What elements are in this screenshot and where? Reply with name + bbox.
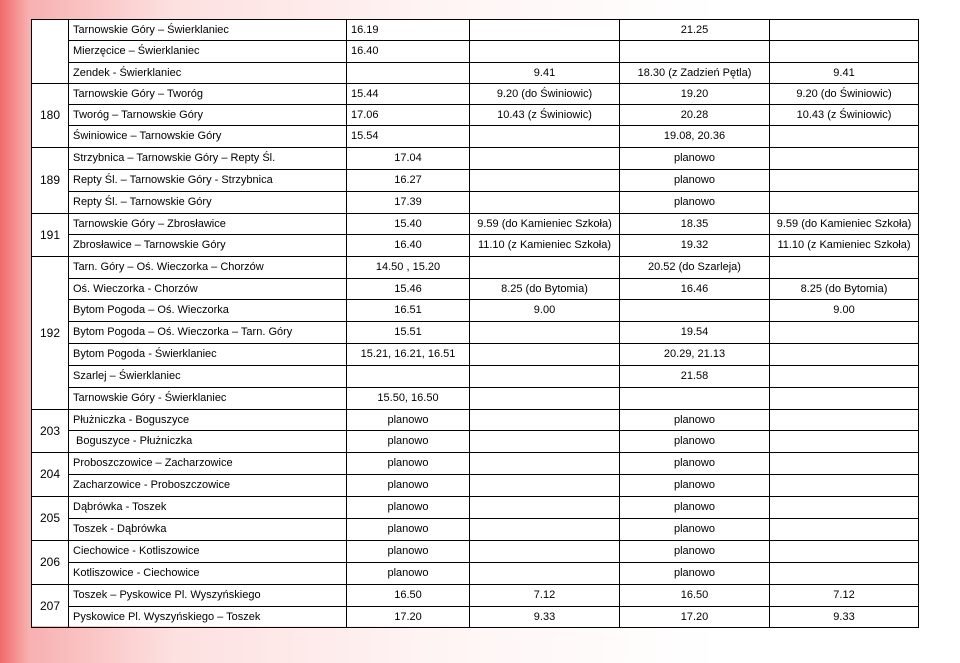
time-cell: 18.35 — [620, 214, 770, 235]
time-cell: planowo — [347, 519, 470, 541]
time-cell — [770, 170, 919, 192]
time-cell: planowo — [620, 519, 770, 541]
time-cell — [770, 41, 919, 63]
table-row — [32, 257, 919, 279]
route-cell: Płużniczka - Boguszyce — [69, 410, 347, 431]
time-cell: planowo — [347, 541, 470, 563]
line-number-cell: 180 — [32, 84, 69, 148]
time-cell: 16.50 — [347, 585, 470, 607]
timetable — [31, 19, 919, 628]
time-cell: 16.50 — [620, 585, 770, 607]
time-cell: 18.30 (z Zadzień Pętla) — [620, 63, 770, 84]
time-cell — [770, 126, 919, 148]
time-cell — [470, 170, 620, 192]
table-row — [32, 41, 919, 63]
route-cell: Tarnowskie Góry – Zbrosławice — [69, 214, 347, 235]
route-cell: Oś. Wieczorka - Chorzów — [69, 279, 347, 300]
time-cell — [770, 322, 919, 344]
time-cell: 9.00 — [470, 300, 620, 322]
route-cell: Tarnowskie Góry - Świerklaniec — [69, 388, 347, 410]
table-row — [32, 214, 919, 235]
time-cell: 15.21, 16.21, 16.51 — [347, 344, 470, 366]
time-cell: 9.20 (do Świniowic) — [770, 84, 919, 105]
time-cell: 8.25 (do Bytomia) — [770, 279, 919, 300]
time-cell: 9.20 (do Świniowic) — [470, 84, 620, 105]
route-cell: Świniowice – Tarnowskie Góry — [69, 126, 347, 148]
table-row — [32, 20, 919, 41]
route-cell: Szarlej – Świerklaniec — [69, 366, 347, 388]
time-cell: planowo — [620, 170, 770, 192]
line-number-cell: 192 — [32, 257, 69, 410]
time-cell — [620, 41, 770, 63]
time-cell — [770, 388, 919, 410]
time-cell — [770, 257, 919, 279]
time-cell: 15.44 — [347, 84, 470, 105]
route-cell: Bytom Pogoda – Oś. Wieczorka – Tarn. Góry — [69, 322, 347, 344]
time-cell — [770, 148, 919, 170]
route-cell: Repty Śl. – Tarnowskie Góry — [69, 192, 347, 214]
time-cell: 19.20 — [620, 84, 770, 105]
time-cell: 21.25 — [620, 20, 770, 41]
time-cell — [770, 453, 919, 475]
time-cell: 20.29, 21.13 — [620, 344, 770, 366]
time-cell: 20.52 (do Szarleja) — [620, 257, 770, 279]
route-cell: Tarn. Góry – Oś. Wieczorka – Chorzów — [69, 257, 347, 279]
time-cell: 9.00 — [770, 300, 919, 322]
table-row — [32, 279, 919, 300]
time-cell — [770, 541, 919, 563]
time-cell: 16.46 — [620, 279, 770, 300]
time-cell: 16.40 — [347, 235, 470, 257]
route-cell: Tworóg – Tarnowskie Góry — [69, 105, 347, 126]
route-cell: Toszek - Dąbrówka — [69, 519, 347, 541]
route-cell: Repty Śl. – Tarnowskie Góry - Strzybnica — [69, 170, 347, 192]
time-cell: 10.43 (z Świniowic) — [770, 105, 919, 126]
time-cell: 9.41 — [770, 63, 919, 84]
time-cell — [470, 541, 620, 563]
time-cell: 17.20 — [347, 607, 470, 628]
time-cell — [470, 192, 620, 214]
time-cell — [770, 344, 919, 366]
time-cell: 9.41 — [470, 63, 620, 84]
time-cell — [470, 322, 620, 344]
time-cell — [470, 126, 620, 148]
line-number-cell: 203 — [32, 410, 69, 453]
table-row — [32, 541, 919, 563]
time-cell — [470, 257, 620, 279]
time-cell — [770, 497, 919, 519]
time-cell: planowo — [347, 475, 470, 497]
time-cell: 17.06 — [347, 105, 470, 126]
time-cell: 15.46 — [347, 279, 470, 300]
time-cell: 7.12 — [770, 585, 919, 607]
time-cell: 17.20 — [620, 607, 770, 628]
time-cell: 20.28 — [620, 105, 770, 126]
time-cell: 9.59 (do Kamieniec Szkoła) — [470, 214, 620, 235]
route-cell: Zacharzowice - Proboszczowice — [69, 475, 347, 497]
table-row — [32, 366, 919, 388]
time-cell — [347, 63, 470, 84]
time-cell: planowo — [620, 453, 770, 475]
table-row — [32, 519, 919, 541]
route-cell: Bytom Pogoda - Świerklaniec — [69, 344, 347, 366]
time-cell: 10.43 (z Świniowic) — [470, 105, 620, 126]
time-cell: planowo — [347, 410, 470, 431]
time-cell: planowo — [347, 497, 470, 519]
time-cell: planowo — [620, 563, 770, 585]
time-cell — [770, 366, 919, 388]
time-cell — [470, 563, 620, 585]
table-row — [32, 410, 919, 431]
route-cell: Zbrosławice – Tarnowskie Góry — [69, 235, 347, 257]
time-cell: planowo — [620, 497, 770, 519]
time-cell — [770, 519, 919, 541]
time-cell: 15.54 — [347, 126, 470, 148]
table-row — [32, 497, 919, 519]
time-cell — [770, 20, 919, 41]
route-cell: Zendek - Świerklaniec — [69, 63, 347, 84]
time-cell — [470, 475, 620, 497]
time-cell: 17.39 — [347, 192, 470, 214]
time-cell — [770, 431, 919, 453]
time-cell — [470, 431, 620, 453]
time-cell: 11.10 (z Kamieniec Szkoła) — [770, 235, 919, 257]
time-cell — [470, 148, 620, 170]
time-cell — [470, 410, 620, 431]
time-cell — [770, 192, 919, 214]
timetable-sheet — [31, 19, 918, 626]
route-cell: Bytom Pogoda – Oś. Wieczorka — [69, 300, 347, 322]
time-cell: 19.08, 20.36 — [620, 126, 770, 148]
table-row — [32, 475, 919, 497]
table-row — [32, 170, 919, 192]
line-number-cell: 205 — [32, 497, 69, 541]
time-cell — [770, 410, 919, 431]
time-cell: 9.33 — [470, 607, 620, 628]
time-cell — [620, 300, 770, 322]
table-row — [32, 105, 919, 126]
time-cell: 16.40 — [347, 41, 470, 63]
time-cell — [470, 388, 620, 410]
line-number-cell: 191 — [32, 214, 69, 257]
time-cell — [347, 366, 470, 388]
time-cell: 16.27 — [347, 170, 470, 192]
table-row — [32, 84, 919, 105]
route-cell: Boguszyce - Płużniczka — [69, 431, 347, 453]
time-cell: planowo — [347, 453, 470, 475]
line-number-cell: 206 — [32, 541, 69, 585]
table-row — [32, 344, 919, 366]
time-cell: 8.25 (do Bytomia) — [470, 279, 620, 300]
time-cell — [770, 563, 919, 585]
route-cell: Proboszczowice – Zacharzowice — [69, 453, 347, 475]
time-cell: planowo — [620, 148, 770, 170]
time-cell: planowo — [347, 563, 470, 585]
time-cell — [470, 20, 620, 41]
time-cell: 19.32 — [620, 235, 770, 257]
time-cell: 17.04 — [347, 148, 470, 170]
route-cell: Strzybnica – Tarnowskie Góry – Repty Śl. — [69, 148, 347, 170]
table-row — [32, 148, 919, 170]
time-cell: planowo — [620, 431, 770, 453]
time-cell: 21.58 — [620, 366, 770, 388]
time-cell: 16.19 — [347, 20, 470, 41]
line-number-cell: 204 — [32, 453, 69, 497]
time-cell — [470, 453, 620, 475]
route-cell: Tarnowskie Góry – Tworóg — [69, 84, 347, 105]
time-cell: planowo — [347, 431, 470, 453]
time-cell: planowo — [620, 192, 770, 214]
table-row — [32, 235, 919, 257]
table-row — [32, 431, 919, 453]
route-cell: Toszek – Pyskowice Pl. Wyszyńskiego — [69, 585, 347, 607]
route-cell: Mierzęcice – Świerklaniec — [69, 41, 347, 63]
time-cell: planowo — [620, 541, 770, 563]
table-row — [32, 192, 919, 214]
time-cell — [470, 366, 620, 388]
line-number-cell — [32, 20, 69, 84]
time-cell: 14.50 , 15.20 — [347, 257, 470, 279]
time-cell — [770, 475, 919, 497]
table-row — [32, 126, 919, 148]
table-row — [32, 453, 919, 475]
time-cell — [620, 388, 770, 410]
table-row — [32, 322, 919, 344]
route-cell: Ciechowice - Kotliszowice — [69, 541, 347, 563]
time-cell: 15.50, 16.50 — [347, 388, 470, 410]
route-cell: Dąbrówka - Toszek — [69, 497, 347, 519]
time-cell: 16.51 — [347, 300, 470, 322]
time-cell: 7.12 — [470, 585, 620, 607]
time-cell: 9.59 (do Kamieniec Szkoła) — [770, 214, 919, 235]
table-row — [32, 300, 919, 322]
route-cell: Kotliszowice - Ciechowice — [69, 563, 347, 585]
time-cell — [470, 41, 620, 63]
time-cell: planowo — [620, 410, 770, 431]
route-cell: Pyskowice Pl. Wyszyńskiego – Toszek — [69, 607, 347, 628]
time-cell: 9.33 — [770, 607, 919, 628]
table-row — [32, 388, 919, 410]
line-number-cell: 207 — [32, 585, 69, 628]
table-row — [32, 607, 919, 628]
time-cell — [470, 497, 620, 519]
table-row — [32, 585, 919, 607]
time-cell: 19.54 — [620, 322, 770, 344]
route-cell: Tarnowskie Góry – Świerklaniec — [69, 20, 347, 41]
time-cell — [470, 519, 620, 541]
time-cell: 11.10 (z Kamieniec Szkoła) — [470, 235, 620, 257]
time-cell: planowo — [620, 475, 770, 497]
time-cell: 15.40 — [347, 214, 470, 235]
table-row — [32, 563, 919, 585]
line-number-cell: 189 — [32, 148, 69, 214]
time-cell — [470, 344, 620, 366]
time-cell: 15.51 — [347, 322, 470, 344]
table-row — [32, 63, 919, 84]
